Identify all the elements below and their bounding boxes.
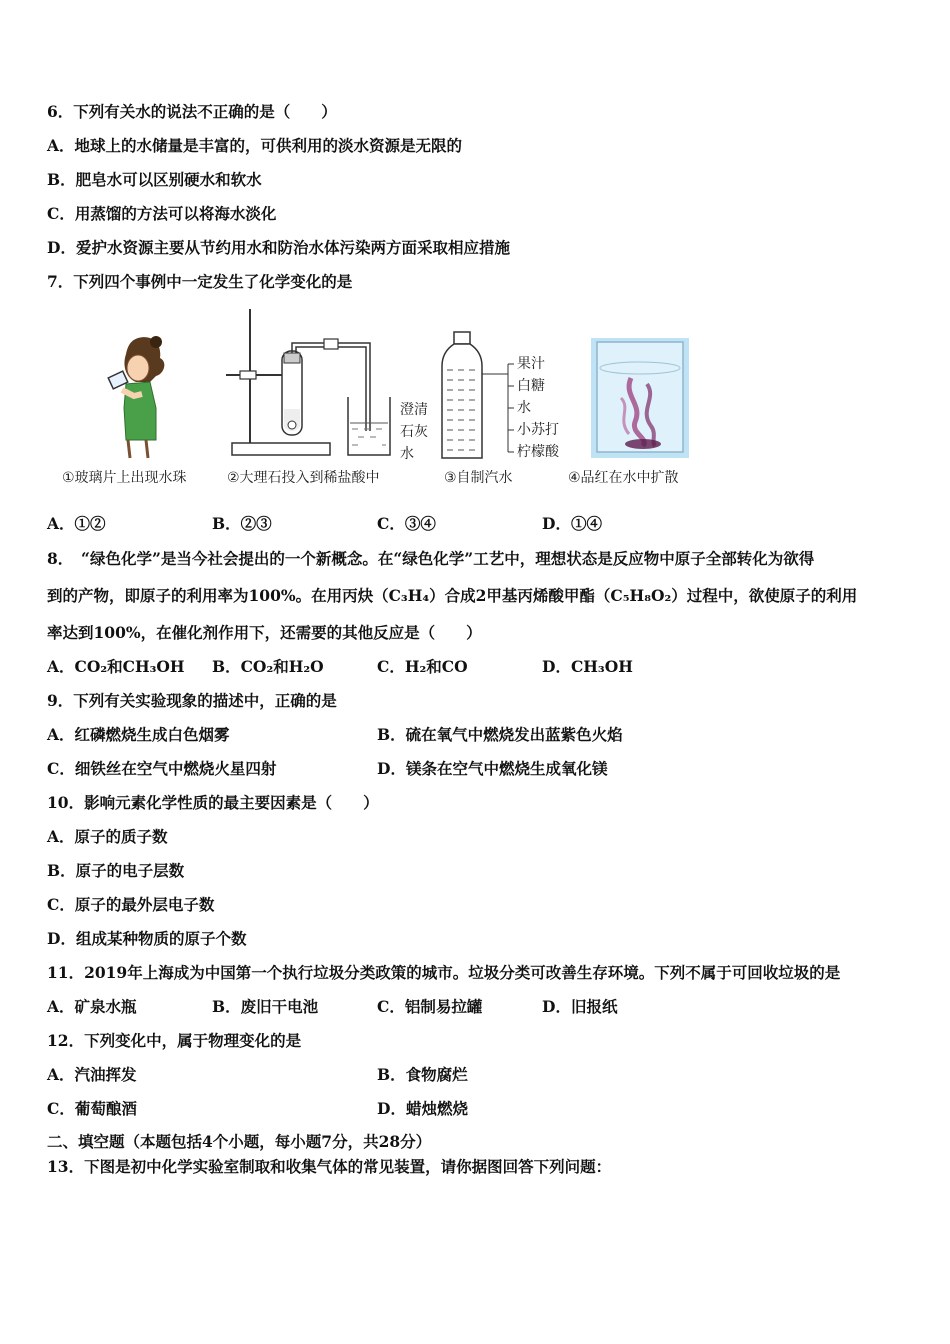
section-2-heading: 二、填空题（本题包括4个小题，每小题7分，共28分） [47,1132,432,1151]
fig-caption-4: ④品红在水中扩散 [568,470,679,486]
q10-option-b: B．原子的电子层数 [47,861,185,880]
q8-line-1: 8． “绿色化学”是当今社会提出的一个新概念。在“绿色化学”工艺中，理想状态是反应物中原子全部转化为欲得 [47,549,815,568]
q9-option-d: D．镁条在空气中燃烧生成氧化镁 [377,759,608,778]
q6-option-a: A．地球上的水储量是丰富的，可供利用的淡水资源是无限的 [47,136,463,155]
fig-caption-3: ③自制汽水 [444,470,513,486]
q6-option-c: C．用蒸馏的方法可以将海水淡化 [47,204,277,223]
q7-stem: 7．下列四个事例中一定发生了化学变化的是 [47,272,353,291]
q12-option-c: C．葡萄酿酒 [47,1099,137,1118]
q11-option-a: A．矿泉水瓶 [47,997,137,1016]
girl-breathing-figure [98,330,168,460]
q11-stem: 11．2019年上海成为中国第一个执行垃圾分类政策的城市。垃圾分类可改善生存环境。下列不属于可回收垃圾的是 [47,963,841,982]
q9-option-a: A．红磷燃烧生成白色烟雾 [47,725,230,744]
q13-stem: 13．下图是初中化学实验室制取和收集气体的常见装置，请你据图回答下列问题： [47,1157,612,1176]
q8-option-a: A．CO₂和CH₃OH [47,657,185,676]
q9-stem: 9．下列有关实验现象的描述中，正确的是 [47,691,337,710]
bottle-label-sugar: 白糖 [517,378,545,394]
q6-option-b: B．肥皂水可以区别硬水和软水 [47,170,262,189]
bottle-label-citric-acid: 柠檬酸 [517,444,559,460]
limewater-label-2: 石灰 [400,424,428,440]
q11-option-b: B．废旧干电池 [212,997,319,1016]
marble-in-acid-apparatus [222,305,398,465]
q12-stem: 12．下列变化中，属于物理变化的是 [47,1031,302,1050]
q7-option-b: B．②③ [212,514,272,533]
q10-option-c: C．原子的最外层电子数 [47,895,215,914]
q6-option-d: D．爱护水资源主要从节约用水和防治水体污染两方面采取相应措施 [47,238,510,257]
q7-option-a: A．①② [47,514,106,533]
q10-option-a: A．原子的质子数 [47,827,168,846]
q11-option-d: D．旧报纸 [542,997,618,1016]
limewater-label-3: 水 [400,446,414,462]
limewater-label-1: 澄清 [400,402,428,418]
bottle-label-juice: 果汁 [517,356,545,372]
q8-option-b: B．CO₂和H₂O [212,657,324,676]
q10-option-d: D．组成某种物质的原子个数 [47,929,247,948]
q8-option-c: C．H₂和CO [377,657,468,676]
q9-option-b: B．硫在氧气中燃烧发出蓝紫色火焰 [377,725,623,744]
bottle-label-baking-soda: 小苏打 [517,422,559,438]
q8-option-d: D．CH₃OH [542,657,633,676]
q7-option-d: D．①④ [542,514,602,533]
q7-option-c: C．③④ [377,514,436,533]
q8-line-3: 率达到100%，在催化剂作用下，还需要的其他反应是（ ） [47,623,482,642]
dye-diffusion-beaker [591,338,689,458]
q8-line-2: 到的产物，即原子的利用率为100%。在用丙炔（C₃H₄）合成2甲基丙烯酸甲酯（C₅H₈O₂）过程中，欲使原子的利用 [47,586,858,605]
q11-option-c: C．铝制易拉罐 [377,997,483,1016]
q12-option-b: B．食物腐烂 [377,1065,468,1084]
fig-caption-1: ①玻璃片上出现水珠 [62,470,187,486]
q12-option-d: D．蜡烛燃烧 [377,1099,468,1118]
bottle-label-water: 水 [517,400,531,416]
q10-stem: 10．影响元素化学性质的最主要因素是（ ） [47,793,379,812]
q6-stem: 6．下列有关水的说法不正确的是（ ） [47,102,337,121]
q9-option-c: C．细铁丝在空气中燃烧火星四射 [47,759,277,778]
fig-caption-2: ②大理石投入到稀盐酸中 [227,470,380,486]
homemade-soda-bottle [438,330,518,465]
q12-option-a: A．汽油挥发 [47,1065,137,1084]
